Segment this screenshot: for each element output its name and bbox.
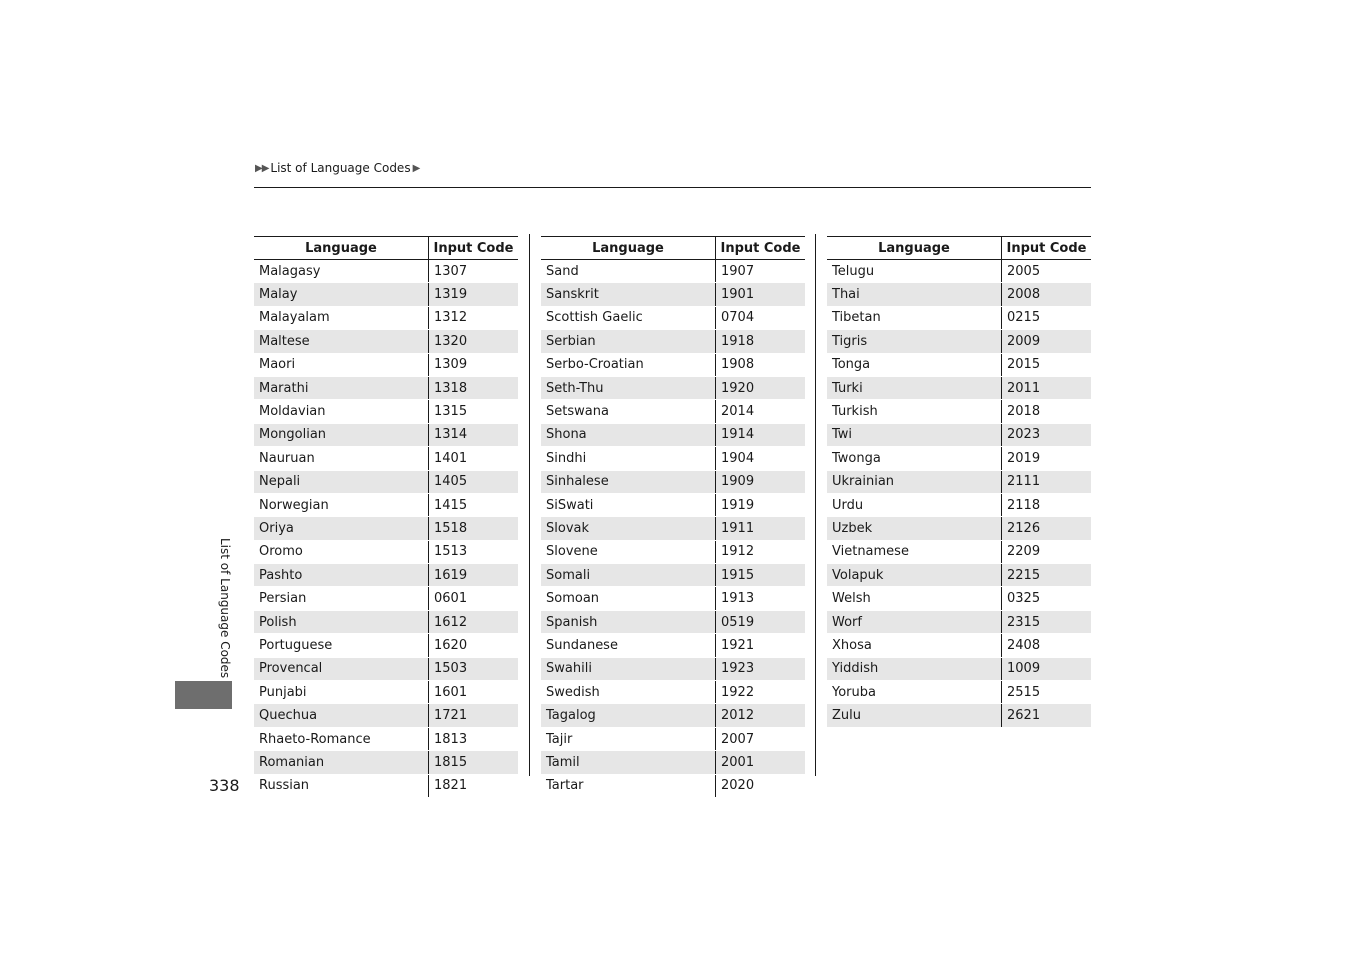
header-divider [254, 187, 1091, 188]
language-cell: Slovene [541, 540, 716, 563]
table-row [541, 657, 805, 680]
language-cell: Telugu [827, 260, 1002, 283]
input-code-cell: 1901 [716, 283, 806, 306]
table-row [827, 447, 1091, 470]
input-code-cell: 2009 [1002, 330, 1092, 353]
language-cell: Scottish Gaelic [541, 306, 716, 329]
table-row [541, 330, 805, 353]
table-header-row [541, 237, 805, 260]
language-cell: Marathi [254, 376, 429, 399]
input-code-cell: 1320 [429, 330, 519, 353]
input-code-cell: 0704 [716, 306, 806, 329]
language-cell: Uzbek [827, 517, 1002, 540]
language-cell: Persian [254, 587, 429, 610]
table-row [254, 400, 518, 423]
input-code-cell: 2020 [716, 774, 806, 797]
table-row [541, 727, 805, 750]
page-number: 338 [209, 776, 240, 795]
input-code-cell: 2408 [1002, 634, 1092, 657]
table-row [541, 517, 805, 540]
input-code-cell: 2014 [716, 400, 806, 423]
language-cell: Turki [827, 376, 1002, 399]
input-code-cell: 1815 [429, 751, 519, 774]
language-cell: Yoruba [827, 681, 1002, 704]
table-row [254, 540, 518, 563]
table-header-row [827, 237, 1091, 260]
input-code-cell: 1915 [716, 564, 806, 587]
language-cell: Swahili [541, 657, 716, 680]
table-row [254, 330, 518, 353]
language-cell: Sinhalese [541, 470, 716, 493]
input-code-cell: 0325 [1002, 587, 1092, 610]
language-cell: Nauruan [254, 447, 429, 470]
table-row [541, 610, 805, 633]
input-code-cell: 1009 [1002, 657, 1092, 680]
table-row [827, 587, 1091, 610]
table-row [827, 330, 1091, 353]
arrow-right-icon: ▶ [412, 162, 421, 174]
table-header-row [254, 237, 518, 260]
table-row [827, 540, 1091, 563]
table-row [541, 400, 805, 423]
language-cell: SiSwati [541, 493, 716, 516]
table-row [254, 751, 518, 774]
table-row [541, 283, 805, 306]
input-code-cell: 1307 [429, 260, 519, 283]
double-arrow-icon: ▶▶ [255, 162, 269, 174]
language-cell: Tagalog [541, 704, 716, 727]
language-cell: Quechua [254, 704, 429, 727]
table-row [827, 306, 1091, 329]
table-row [827, 376, 1091, 399]
input-code-cell: 1503 [429, 657, 519, 680]
column-header-language: Language [541, 237, 716, 260]
input-code-cell: 1921 [716, 634, 806, 657]
input-code-cell: 2011 [1002, 376, 1092, 399]
language-cell: Norwegian [254, 493, 429, 516]
language-cell: Tartar [541, 774, 716, 797]
table-row [541, 634, 805, 657]
input-code-cell: 1314 [429, 423, 519, 446]
input-code-cell: 1908 [716, 353, 806, 376]
table-row [541, 260, 805, 283]
input-code-cell: 2023 [1002, 423, 1092, 446]
language-code-table-1 [254, 236, 518, 798]
column-header-input-code: Input Code [1002, 237, 1092, 260]
language-cell: Slovak [541, 517, 716, 540]
language-cell: Xhosa [827, 634, 1002, 657]
input-code-cell: 1401 [429, 447, 519, 470]
input-code-cell: 1612 [429, 610, 519, 633]
input-code-cell: 1923 [716, 657, 806, 680]
input-code-cell: 2118 [1002, 493, 1092, 516]
table-row [827, 423, 1091, 446]
language-cell: Mongolian [254, 423, 429, 446]
table-row [541, 493, 805, 516]
table-row [827, 704, 1091, 727]
language-cell: Malay [254, 283, 429, 306]
table-row [827, 564, 1091, 587]
input-code-cell: 2209 [1002, 540, 1092, 563]
language-code-table-3 [827, 236, 1091, 728]
column-header-input-code: Input Code [716, 237, 806, 260]
input-code-cell: 2012 [716, 704, 806, 727]
table-row [254, 564, 518, 587]
input-code-cell: 1919 [716, 493, 806, 516]
column-header-language: Language [827, 237, 1002, 260]
input-code-cell: 0215 [1002, 306, 1092, 329]
language-cell: Moldavian [254, 400, 429, 423]
language-cell: Worf [827, 610, 1002, 633]
language-cell: Volapuk [827, 564, 1002, 587]
table-row [827, 634, 1091, 657]
input-code-cell: 1909 [716, 470, 806, 493]
language-cell: Somali [541, 564, 716, 587]
language-cell: Tajir [541, 727, 716, 750]
input-code-cell: 1315 [429, 400, 519, 423]
table-row [254, 353, 518, 376]
input-code-cell: 1813 [429, 727, 519, 750]
input-code-cell: 1922 [716, 681, 806, 704]
table-row [541, 306, 805, 329]
language-cell: Setswana [541, 400, 716, 423]
input-code-cell: 1318 [429, 376, 519, 399]
language-cell: Russian [254, 774, 429, 797]
table-row [827, 470, 1091, 493]
language-cell: Ukrainian [827, 470, 1002, 493]
language-cell: Punjabi [254, 681, 429, 704]
language-cell: Nepali [254, 470, 429, 493]
language-cell: Turkish [827, 400, 1002, 423]
table-row [827, 657, 1091, 680]
language-cell: Pashto [254, 564, 429, 587]
table-row [541, 704, 805, 727]
language-code-table-2 [541, 236, 805, 798]
language-cell: Twonga [827, 447, 1002, 470]
language-cell: Yiddish [827, 657, 1002, 680]
language-cell: Oriya [254, 517, 429, 540]
input-code-cell: 2018 [1002, 400, 1092, 423]
input-code-cell: 1911 [716, 517, 806, 540]
language-cell: Urdu [827, 493, 1002, 516]
language-cell: Swedish [541, 681, 716, 704]
language-cell: Tamil [541, 751, 716, 774]
language-cell: Seth-Thu [541, 376, 716, 399]
language-cell: Tonga [827, 353, 1002, 376]
table-row [827, 260, 1091, 283]
table-row [254, 493, 518, 516]
language-cell: Sand [541, 260, 716, 283]
table-row [827, 610, 1091, 633]
language-cell: Portuguese [254, 634, 429, 657]
language-cell: Tigris [827, 330, 1002, 353]
table-row [827, 400, 1091, 423]
input-code-cell: 1619 [429, 564, 519, 587]
input-code-cell: 1620 [429, 634, 519, 657]
input-code-cell: 2001 [716, 751, 806, 774]
input-code-cell: 2007 [716, 727, 806, 750]
input-code-cell: 1312 [429, 306, 519, 329]
table-row [254, 587, 518, 610]
input-code-cell: 2008 [1002, 283, 1092, 306]
table-row [254, 727, 518, 750]
language-cell: Polish [254, 610, 429, 633]
table-row [827, 517, 1091, 540]
table-row [541, 774, 805, 797]
table-row [541, 564, 805, 587]
input-code-cell: 1513 [429, 540, 519, 563]
input-code-cell: 1912 [716, 540, 806, 563]
input-code-cell: 2215 [1002, 564, 1092, 587]
input-code-cell: 0519 [716, 610, 806, 633]
language-cell: Sanskrit [541, 283, 716, 306]
language-cell: Thai [827, 283, 1002, 306]
language-cell: Somoan [541, 587, 716, 610]
table-row [541, 353, 805, 376]
column-header-language: Language [254, 237, 429, 260]
input-code-cell: 0601 [429, 587, 519, 610]
column-header-input-code: Input Code [429, 237, 519, 260]
input-code-cell: 2126 [1002, 517, 1092, 540]
language-cell: Romanian [254, 751, 429, 774]
language-cell: Maori [254, 353, 429, 376]
input-code-cell: 2015 [1002, 353, 1092, 376]
language-cell: Sundanese [541, 634, 716, 657]
input-code-cell: 1309 [429, 353, 519, 376]
table-row [827, 493, 1091, 516]
table-row [827, 283, 1091, 306]
table-row [254, 657, 518, 680]
input-code-cell: 2621 [1002, 704, 1092, 727]
table-row [541, 447, 805, 470]
input-code-cell: 1920 [716, 376, 806, 399]
table-row [541, 540, 805, 563]
language-cell: Malayalam [254, 306, 429, 329]
table-row [254, 283, 518, 306]
table-row [254, 376, 518, 399]
breadcrumb-label: List of Language Codes [270, 161, 411, 175]
input-code-cell: 2111 [1002, 470, 1092, 493]
table-row [254, 681, 518, 704]
language-cell: Serbian [541, 330, 716, 353]
column-divider [815, 234, 816, 776]
input-code-cell: 1913 [716, 587, 806, 610]
input-code-cell: 1721 [429, 704, 519, 727]
table-row [254, 774, 518, 797]
table-row [254, 517, 518, 540]
language-cell: Serbo-Croatian [541, 353, 716, 376]
input-code-cell: 2515 [1002, 681, 1092, 704]
table-row [541, 751, 805, 774]
input-code-cell: 2019 [1002, 447, 1092, 470]
input-code-cell: 1914 [716, 423, 806, 446]
table-row [541, 681, 805, 704]
input-code-cell: 1821 [429, 774, 519, 797]
input-code-cell: 1601 [429, 681, 519, 704]
table-row [827, 353, 1091, 376]
input-code-cell: 1918 [716, 330, 806, 353]
language-cell: Welsh [827, 587, 1002, 610]
input-code-cell: 1405 [429, 470, 519, 493]
language-cell: Maltese [254, 330, 429, 353]
input-code-cell: 2315 [1002, 610, 1092, 633]
table-row [827, 681, 1091, 704]
input-code-cell: 1415 [429, 493, 519, 516]
table-row [541, 470, 805, 493]
language-cell: Spanish [541, 610, 716, 633]
table-row [541, 587, 805, 610]
table-row [254, 260, 518, 283]
language-cell: Malagasy [254, 260, 429, 283]
table-row [254, 610, 518, 633]
input-code-cell: 1319 [429, 283, 519, 306]
table-row [254, 447, 518, 470]
language-cell: Provencal [254, 657, 429, 680]
table-row [254, 306, 518, 329]
table-row [541, 376, 805, 399]
language-cell: Rhaeto-Romance [254, 727, 429, 750]
table-row [254, 423, 518, 446]
breadcrumb [255, 161, 420, 175]
input-code-cell: 2005 [1002, 260, 1092, 283]
input-code-cell: 1518 [429, 517, 519, 540]
input-code-cell: 1907 [716, 260, 806, 283]
input-code-cell: 1904 [716, 447, 806, 470]
language-cell: Vietnamese [827, 540, 1002, 563]
table-row [254, 470, 518, 493]
language-cell: Zulu [827, 704, 1002, 727]
language-cell: Oromo [254, 540, 429, 563]
language-cell: Sindhi [541, 447, 716, 470]
table-row [254, 634, 518, 657]
language-cell: Tibetan [827, 306, 1002, 329]
table-row [541, 423, 805, 446]
section-tab [175, 681, 232, 709]
column-divider [529, 234, 530, 776]
language-cell: Twi [827, 423, 1002, 446]
language-cell: Shona [541, 423, 716, 446]
table-row [254, 704, 518, 727]
section-side-label: List of Language Codes [218, 538, 232, 679]
